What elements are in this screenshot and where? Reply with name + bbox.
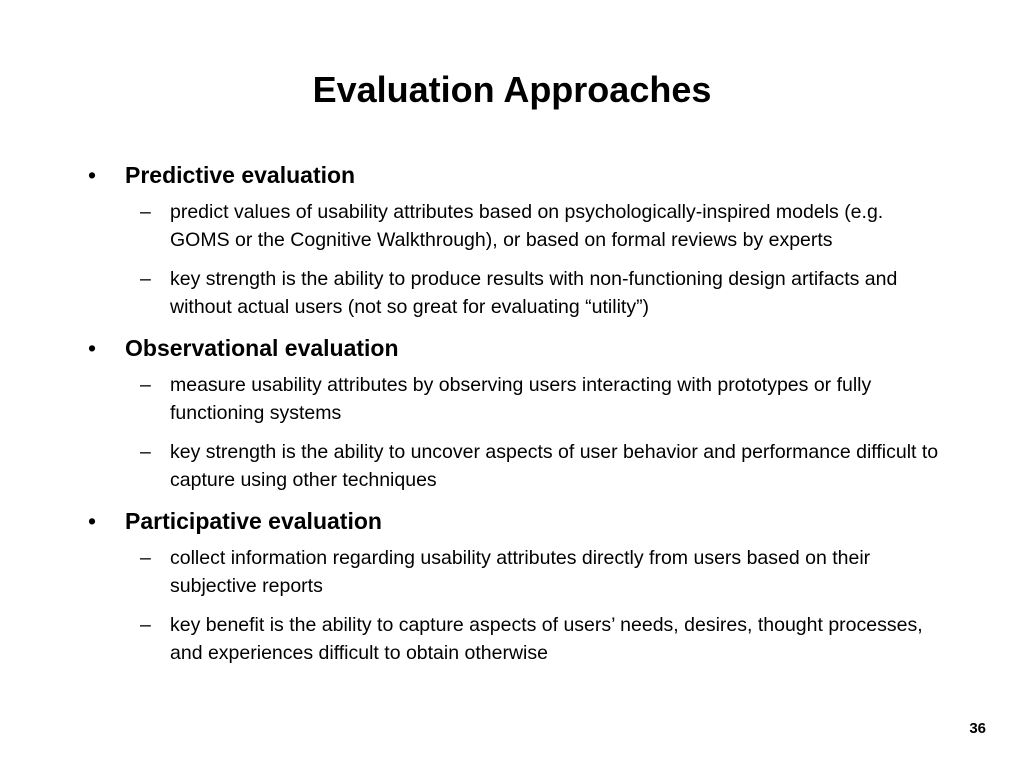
slide-content	[88, 160, 948, 679]
dash-glyph: –	[140, 614, 151, 636]
sub-point-text: key strength is the ability to produce results with non-functioning design artifacts and without actual users (not so great for evaluating “utility”)	[170, 268, 898, 318]
section-heading-text: Predictive evaluation	[125, 162, 356, 188]
dash-glyph: –	[140, 268, 151, 290]
bullet-glyph: •	[88, 335, 97, 361]
section-heading-text: Observational evaluation	[125, 335, 399, 361]
section-heading	[88, 160, 948, 190]
sub-point-text: key strength is the ability to uncover aspects of user behavior and performance difficult to capture using other techniques	[170, 441, 939, 491]
dash-glyph: –	[140, 441, 151, 463]
slide-title: Evaluation Approaches	[312, 69, 712, 110]
dash-glyph: –	[140, 374, 151, 396]
sub-point	[140, 439, 945, 494]
bullet-glyph: •	[88, 508, 97, 534]
sub-point-text: measure usability attributes by observing users interacting with prototypes or fully functioning systems	[170, 374, 872, 424]
sub-point-text: collect information regarding usability attributes directly from users based on their subjective reports	[170, 547, 871, 597]
section-heading	[88, 506, 948, 536]
section-heading	[88, 333, 948, 363]
sub-point	[140, 199, 945, 254]
sub-point	[140, 372, 945, 427]
dash-glyph: –	[140, 547, 151, 569]
sub-point	[140, 612, 945, 667]
sub-point	[140, 545, 945, 600]
bullet-glyph: •	[88, 162, 97, 188]
sub-point-text: predict values of usability attributes based on psychologically-inspired models (e.g. GOMS or the Cognitive Walkthrough), or based on formal reviews by experts	[170, 201, 884, 251]
page-number: 36	[969, 720, 986, 737]
sub-point	[140, 266, 945, 321]
sub-point-text: key benefit is the ability to capture aspects of users’ needs, desires, thought processes, and experiences difficult to obtain otherwise	[170, 614, 923, 664]
dash-glyph: –	[140, 201, 151, 223]
section-heading-text: Participative evaluation	[125, 508, 382, 534]
